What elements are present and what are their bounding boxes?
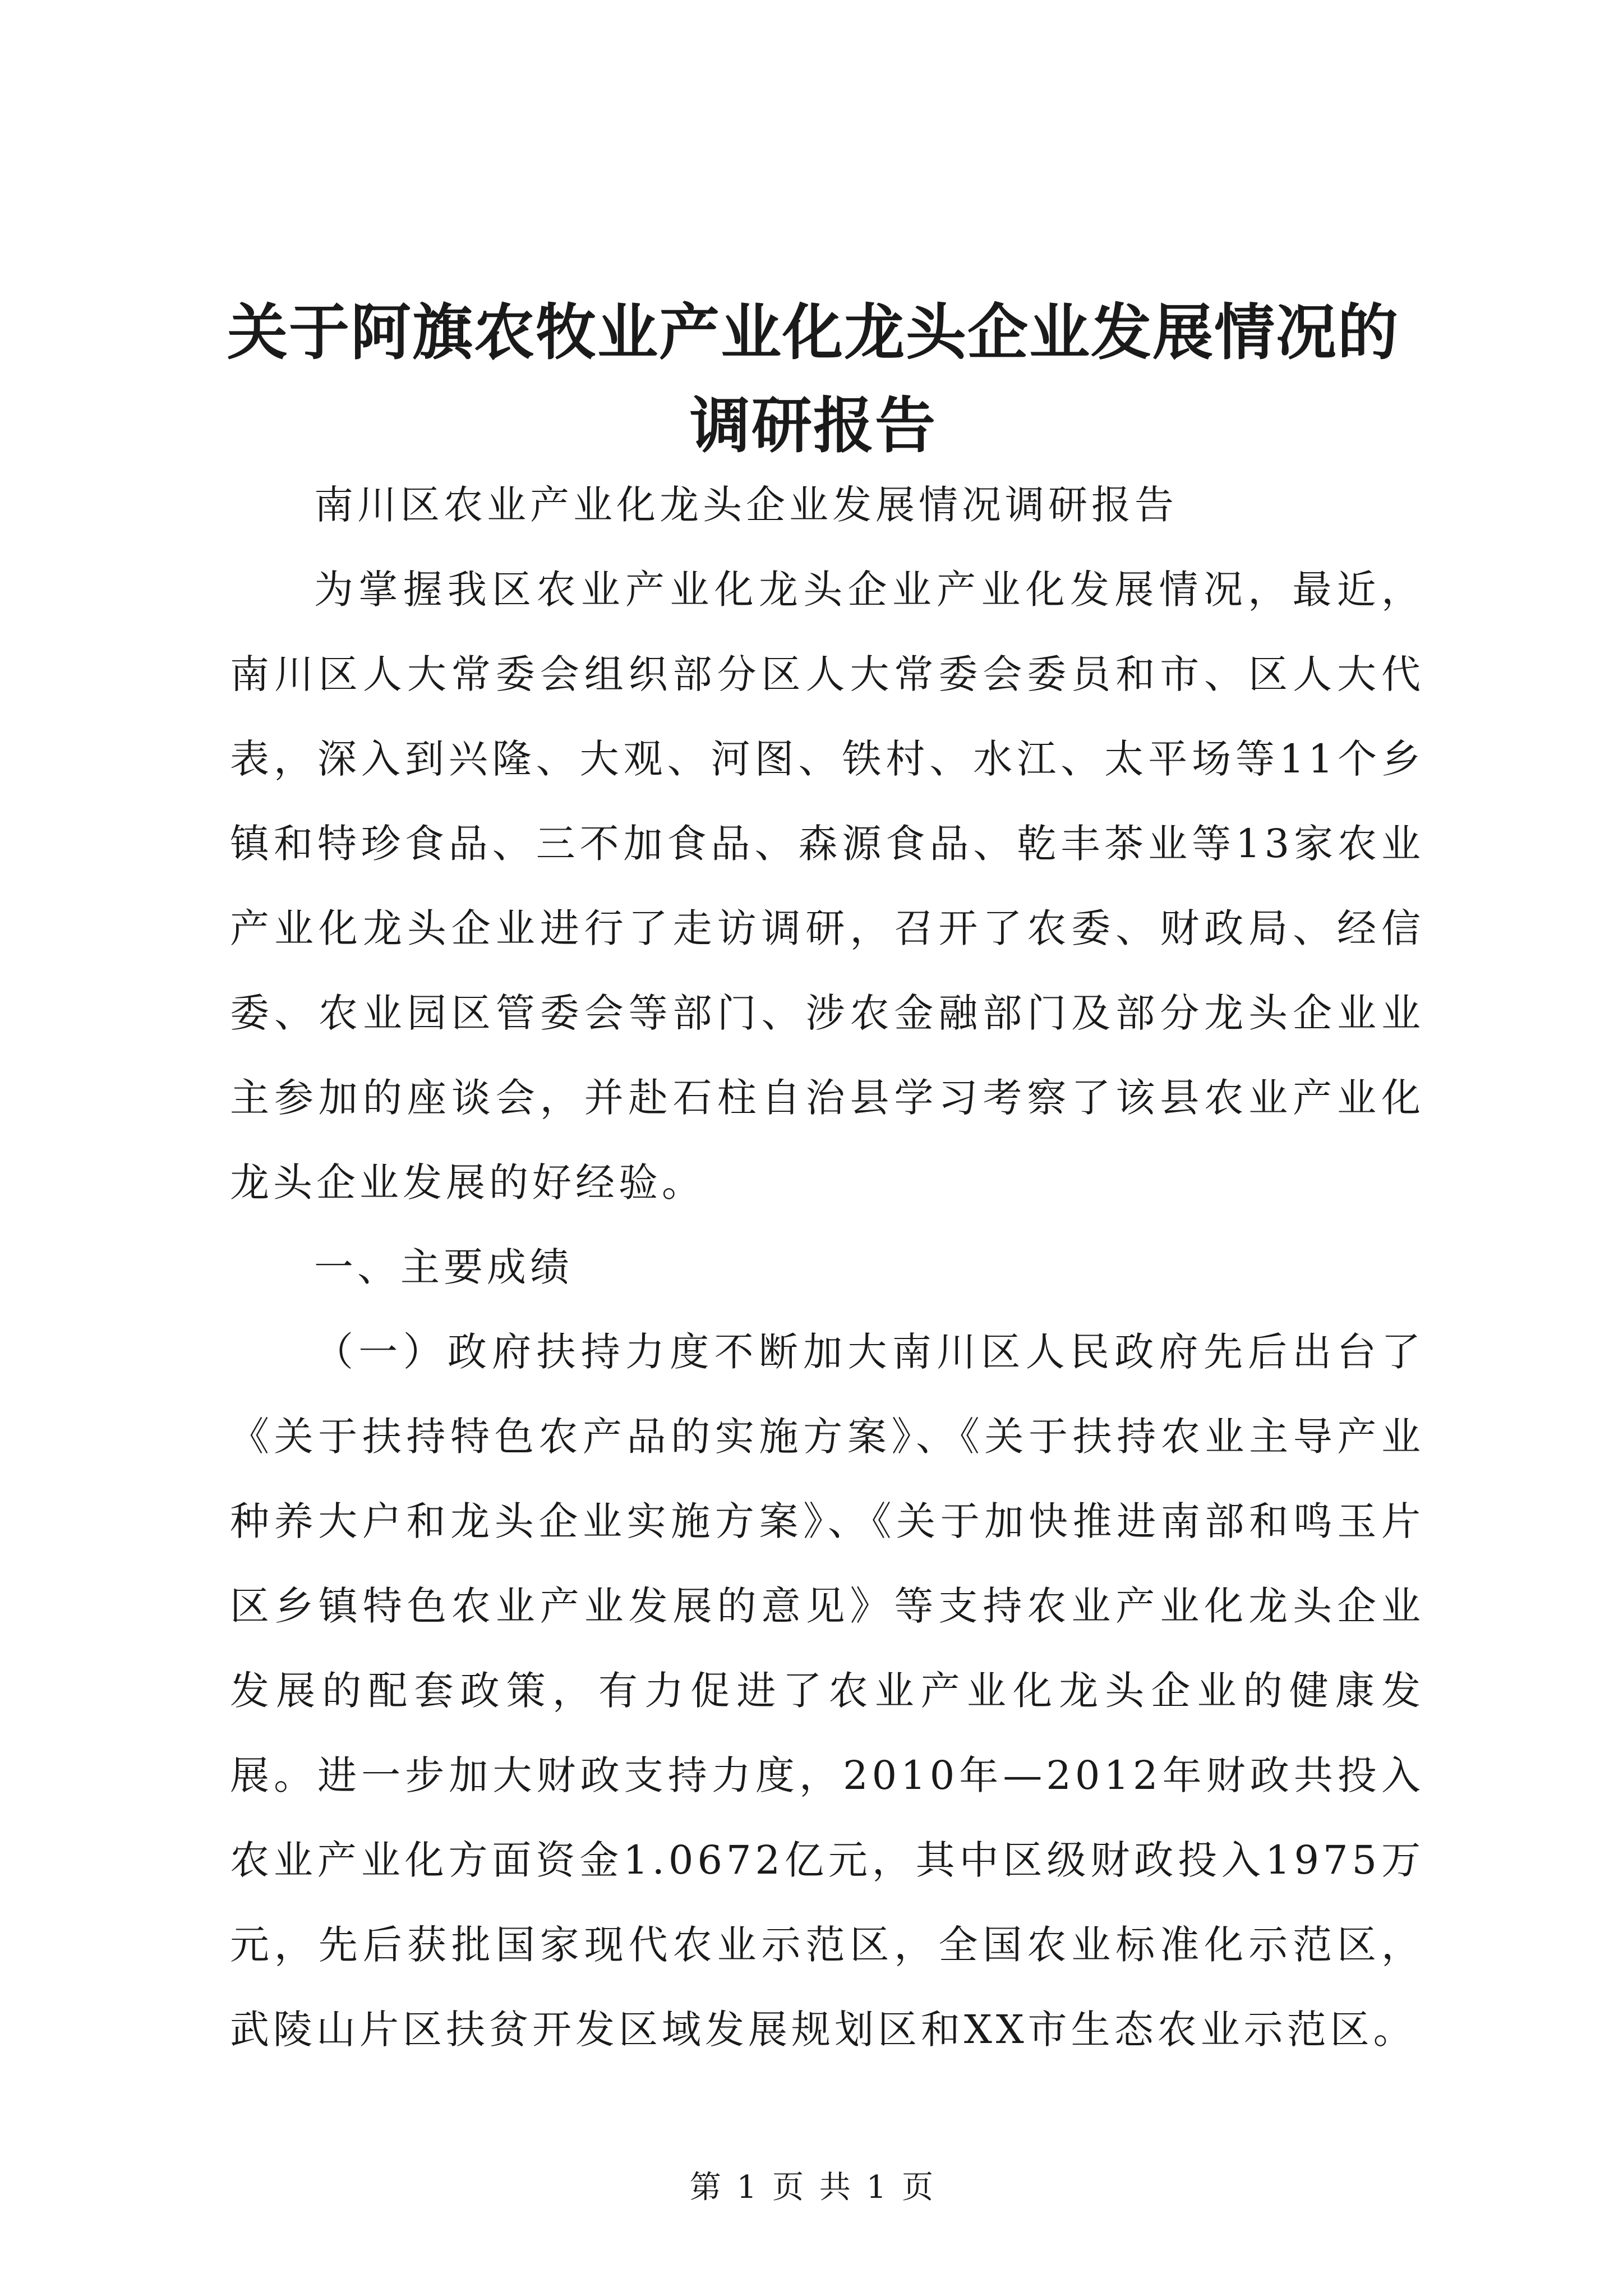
section-paragraph: （一）政府扶持力度不断加大南川区人民政府先后出台了《关于扶持特色农产品的实施方案》、《关于扶持农业主导产业种养大户和龙头企业实施方案》、《关于加快推进南部和鸣玉片区乡镇特色农业产业发展的意见》等支持农业产业化龙头企业发展的配套政策，有力促进了农业产业化龙头企业的健康发展。进一步加大财政支持力度，2010年—2012年财政共投入农业产业化方面资金1.0672亿元，其中区级财政投入1975万元，先后获批国家现代农业示范区，全国农业标准化示范区，武陵山片区扶贫开发区域发展规划区和XX市生态农业示范区。: [230, 1329, 1424, 2053]
page-footer: 第 1 页 共 1 页: [689, 2169, 934, 2206]
section-heading: 一、主要成绩: [314, 1244, 573, 1290]
subtitle-paragraph: 南川区农业产业化龙头企业发展情况调研报告: [314, 482, 1178, 528]
document-title: 关于阿旗农牧业产业化龙头企业发展情况的调研报告: [227, 297, 1399, 461]
intro-paragraph: 为掌握我区农业产业化龙头企业产业化发展情况，最近，南川区人大常委会组织部分区人大常委会委员和市、区人大代表，深入到兴隆、大观、河图、铁村、水江、太平场等11个乡镇和特珍食品、三不加食品、森源食品、乾丰茶业等13家农业产业化龙头企业进行了走访调研，召开了农委、财政局、经信委、农业园区管委会等部门、涉农金融部门及部分龙头企业业主参加的座谈会，并赴石柱自治县学习考察了该县农业产业化龙头企业发展的好经验。: [230, 567, 1424, 1205]
document-body: [230, 463, 1424, 2072]
